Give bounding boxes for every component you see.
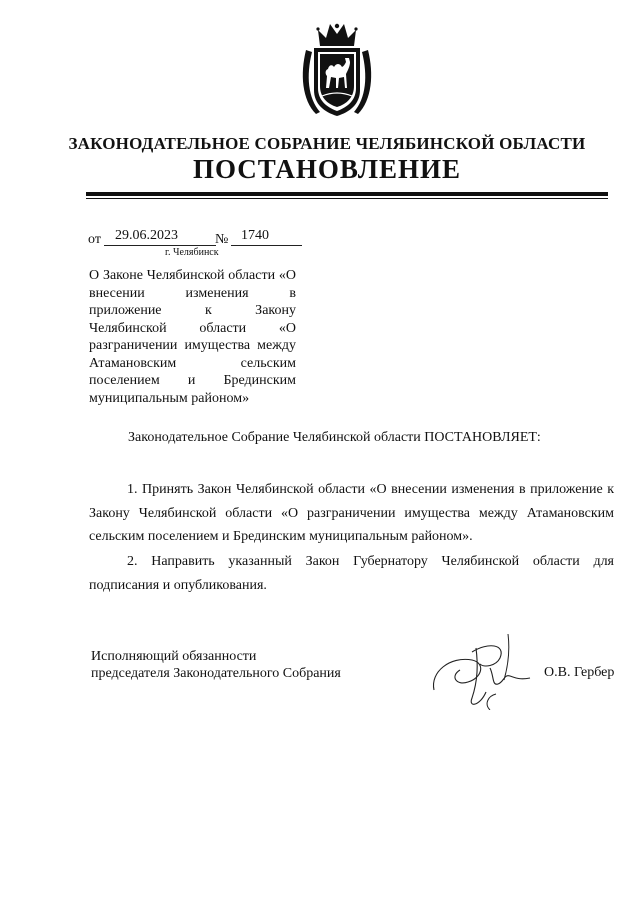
- header-divider-thick: [86, 192, 608, 196]
- number-underline: [231, 245, 302, 246]
- from-label: от: [88, 232, 101, 247]
- date-underline: [104, 245, 216, 246]
- document-type-title: ПОСТАНОВЛЕНИЕ: [192, 154, 462, 184]
- number-label: №: [215, 232, 229, 247]
- header-divider-thin: [86, 198, 608, 199]
- signatory-role: [91, 648, 381, 682]
- signatory-name: О.В. Гербер: [544, 665, 615, 680]
- handwritten-signature-icon: [420, 620, 550, 710]
- paragraph-1: 1. Принять Закон Челябинской области «О внесении изменения в приложение к Закону Челябинской области «О разграничении имущества между Атамановским сельским поселением и Брединским муниципальным районом».: [89, 482, 614, 544]
- city-label: г. Челябинск: [165, 247, 219, 258]
- paragraph-2: 2. Направить указанный Закон Губернатору Челябинской области для подписания и опубликования.: [89, 554, 614, 593]
- document-number: 1740: [241, 228, 269, 243]
- document-subject: О Законе Челябинской области «О внесении изменения в приложение к Закону Челябинской области «О разграничении имущества между Атамановским сельским поселением и Брединским муниципальным районом»: [89, 268, 296, 406]
- signatory-role-line-2: председателя Законодательного Собрания: [91, 666, 341, 681]
- registration-line: [88, 228, 318, 248]
- signatory-role-line-1: Исполняющий обязанности: [91, 649, 257, 664]
- chelyabinsk-coat-of-arms-icon: [298, 16, 376, 120]
- preamble: Законодательное Собрание Челябинской области ПОСТАНОВЛЯЕТ:: [128, 430, 541, 445]
- document-date: 29.06.2023: [115, 228, 178, 243]
- organization-title: ЗАКОНОДАТЕЛЬНОЕ СОБРАНИЕ ЧЕЛЯБИНСКОЙ ОБЛАСТИ: [68, 134, 586, 153]
